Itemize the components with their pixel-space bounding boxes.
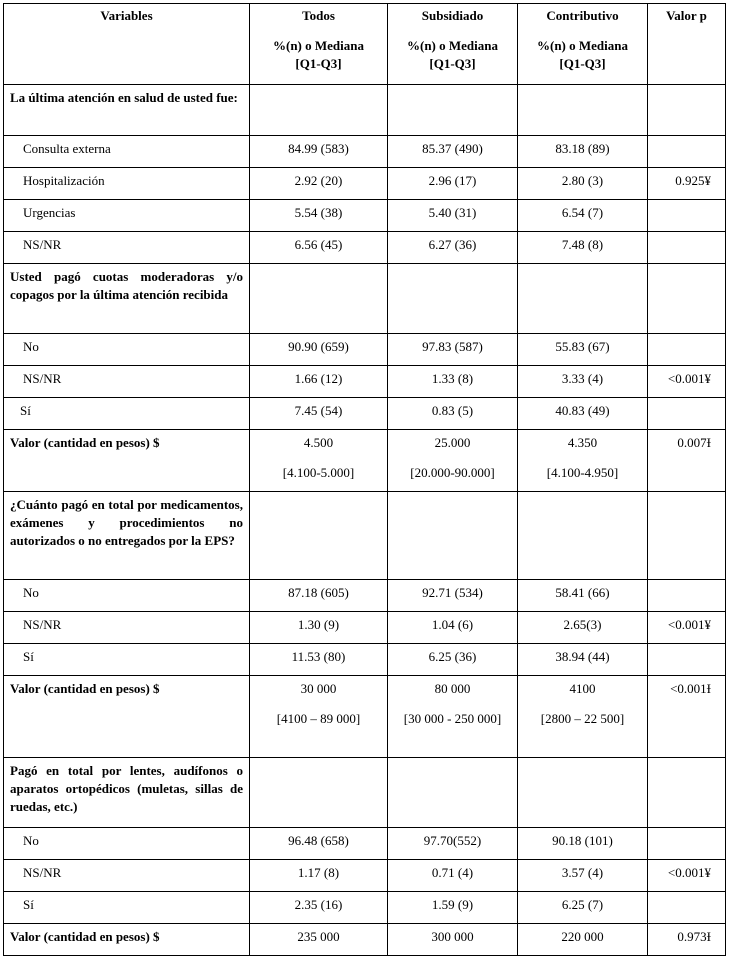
row-label: Valor (cantidad en pesos) $ [4, 430, 250, 492]
table-row [4, 828, 726, 860]
section-label: Pagó en total por lentes, audífonos o aparatos ortopédicos (muletas, sillas de ruedas, etc.) [4, 758, 250, 828]
header-contributivo: Contributivo %(n) o Mediana [Q1-Q3] [518, 4, 648, 85]
section-label: La última atención en salud de usted fue: [4, 85, 250, 136]
cell-contributivo: 220 000 [518, 924, 648, 956]
cell-todos: 11.53 (80) [250, 644, 388, 676]
cell-contributivo: 83.18 (89) [518, 136, 648, 168]
cell-subsidiado: 2.96 (17) [388, 168, 518, 200]
cell-p [648, 85, 726, 136]
section-row [4, 264, 726, 334]
cell-todos: 1.30 (9) [250, 612, 388, 644]
table-row [4, 136, 726, 168]
header-subsidiado: Subsidiado %(n) o Mediana [Q1-Q3] [388, 4, 518, 85]
row-label: NS/NR [4, 232, 250, 264]
cell-todos: 5.54 (38) [250, 200, 388, 232]
cell-contributivo: 6.25 (7) [518, 892, 648, 924]
cell-subsidiado: 1.33 (8) [388, 366, 518, 398]
header-todos: Todos %(n) o Mediana [Q1-Q3] [250, 4, 388, 85]
table-row [4, 168, 726, 200]
cell-todos: 30 000 [4100 – 89 000] [250, 676, 388, 758]
cell-p [648, 892, 726, 924]
cell-contributivo [518, 492, 648, 580]
section-label: ¿Cuánto pagó en total por medicamentos, exámenes y procedimientos no autorizados o no entregados por la EPS? [4, 492, 250, 580]
cell-p: <0.001¥ [648, 860, 726, 892]
table-row [4, 644, 726, 676]
row-label: NS/NR [4, 366, 250, 398]
cell-subsidiado [388, 85, 518, 136]
cell-subsidiado: 97.70(552) [388, 828, 518, 860]
cell-p: 0.007Ɨ [648, 430, 726, 492]
cell-todos: 7.45 (54) [250, 398, 388, 430]
cell-subsidiado [388, 264, 518, 334]
cell-contributivo: 4.350 [4.100-4.950] [518, 430, 648, 492]
section-row [4, 492, 726, 580]
cell-subsidiado: 6.27 (36) [388, 232, 518, 264]
cell-subsidiado: 25.000 [20.000-90.000] [388, 430, 518, 492]
cell-subsidiado: 0.71 (4) [388, 860, 518, 892]
cell-contributivo: 3.33 (4) [518, 366, 648, 398]
row-label: Sí [4, 398, 250, 430]
header-variables: Variables [4, 4, 250, 85]
cell-p: <0.001¥ [648, 366, 726, 398]
row-label: NS/NR [4, 612, 250, 644]
cell-subsidiado: 5.40 (31) [388, 200, 518, 232]
cell-p [648, 200, 726, 232]
results-table [3, 3, 726, 956]
cell-contributivo: 2.65(3) [518, 612, 648, 644]
row-label: Sí [4, 644, 250, 676]
row-label: No [4, 828, 250, 860]
cell-p [648, 264, 726, 334]
cell-p: 0.925¥ [648, 168, 726, 200]
cell-subsidiado: 80 000 [30 000 - 250 000] [388, 676, 518, 758]
row-label: Urgencias [4, 200, 250, 232]
cell-subsidiado: 0.83 (5) [388, 398, 518, 430]
row-label: NS/NR [4, 860, 250, 892]
cell-p [648, 580, 726, 612]
table-row [4, 232, 726, 264]
table-row [4, 430, 726, 492]
table-row [4, 366, 726, 398]
cell-p: <0.001¥ [648, 612, 726, 644]
cell-contributivo: 40.83 (49) [518, 398, 648, 430]
cell-contributivo: 6.54 (7) [518, 200, 648, 232]
row-label: Consulta externa [4, 136, 250, 168]
cell-p [648, 334, 726, 366]
header-valor-p: Valor p [648, 4, 726, 85]
cell-subsidiado: 92.71 (534) [388, 580, 518, 612]
row-label: Sí [4, 892, 250, 924]
cell-p [648, 136, 726, 168]
cell-p [648, 828, 726, 860]
cell-subsidiado: 300 000 [388, 924, 518, 956]
cell-todos: 2.35 (16) [250, 892, 388, 924]
cell-p [648, 492, 726, 580]
cell-subsidiado: 85.37 (490) [388, 136, 518, 168]
cell-p [648, 398, 726, 430]
cell-todos [250, 264, 388, 334]
table-row [4, 612, 726, 644]
section-row [4, 758, 726, 828]
cell-p: <0.001Ɨ [648, 676, 726, 758]
cell-todos: 4.500 [4.100-5.000] [250, 430, 388, 492]
cell-todos: 84.99 (583) [250, 136, 388, 168]
cell-todos [250, 492, 388, 580]
cell-p: 0.973Ɨ [648, 924, 726, 956]
cell-contributivo: 3.57 (4) [518, 860, 648, 892]
cell-todos: 6.56 (45) [250, 232, 388, 264]
cell-contributivo: 4100 [2800 – 22 500] [518, 676, 648, 758]
header-row [4, 4, 726, 85]
cell-todos [250, 758, 388, 828]
row-label: No [4, 334, 250, 366]
cell-contributivo [518, 758, 648, 828]
cell-subsidiado: 1.04 (6) [388, 612, 518, 644]
table-row [4, 200, 726, 232]
section-row [4, 85, 726, 136]
table-row [4, 580, 726, 612]
table-row [4, 860, 726, 892]
cell-contributivo [518, 264, 648, 334]
cell-p [648, 644, 726, 676]
table-row [4, 924, 726, 956]
section-label: Usted pagó cuotas moderadoras y/o copagos por la última atención recibida [4, 264, 250, 334]
cell-subsidiado: 97.83 (587) [388, 334, 518, 366]
cell-subsidiado [388, 492, 518, 580]
table-row [4, 676, 726, 758]
cell-todos: 90.90 (659) [250, 334, 388, 366]
cell-todos: 87.18 (605) [250, 580, 388, 612]
cell-todos: 1.66 (12) [250, 366, 388, 398]
cell-p [648, 758, 726, 828]
row-label: No [4, 580, 250, 612]
cell-contributivo: 7.48 (8) [518, 232, 648, 264]
cell-subsidiado: 6.25 (36) [388, 644, 518, 676]
cell-subsidiado [388, 758, 518, 828]
row-label: Valor (cantidad en pesos) $ [4, 924, 250, 956]
cell-todos: 96.48 (658) [250, 828, 388, 860]
cell-contributivo: 38.94 (44) [518, 644, 648, 676]
cell-todos [250, 85, 388, 136]
table-row [4, 892, 726, 924]
cell-contributivo: 2.80 (3) [518, 168, 648, 200]
table-row [4, 334, 726, 366]
cell-contributivo: 58.41 (66) [518, 580, 648, 612]
cell-todos: 235 000 [250, 924, 388, 956]
cell-subsidiado: 1.59 (9) [388, 892, 518, 924]
cell-todos: 1.17 (8) [250, 860, 388, 892]
cell-contributivo: 90.18 (101) [518, 828, 648, 860]
row-label: Hospitalización [4, 168, 250, 200]
cell-todos: 2.92 (20) [250, 168, 388, 200]
row-label: Valor (cantidad en pesos) $ [4, 676, 250, 758]
cell-p [648, 232, 726, 264]
cell-contributivo: 55.83 (67) [518, 334, 648, 366]
table-row [4, 398, 726, 430]
cell-contributivo [518, 85, 648, 136]
